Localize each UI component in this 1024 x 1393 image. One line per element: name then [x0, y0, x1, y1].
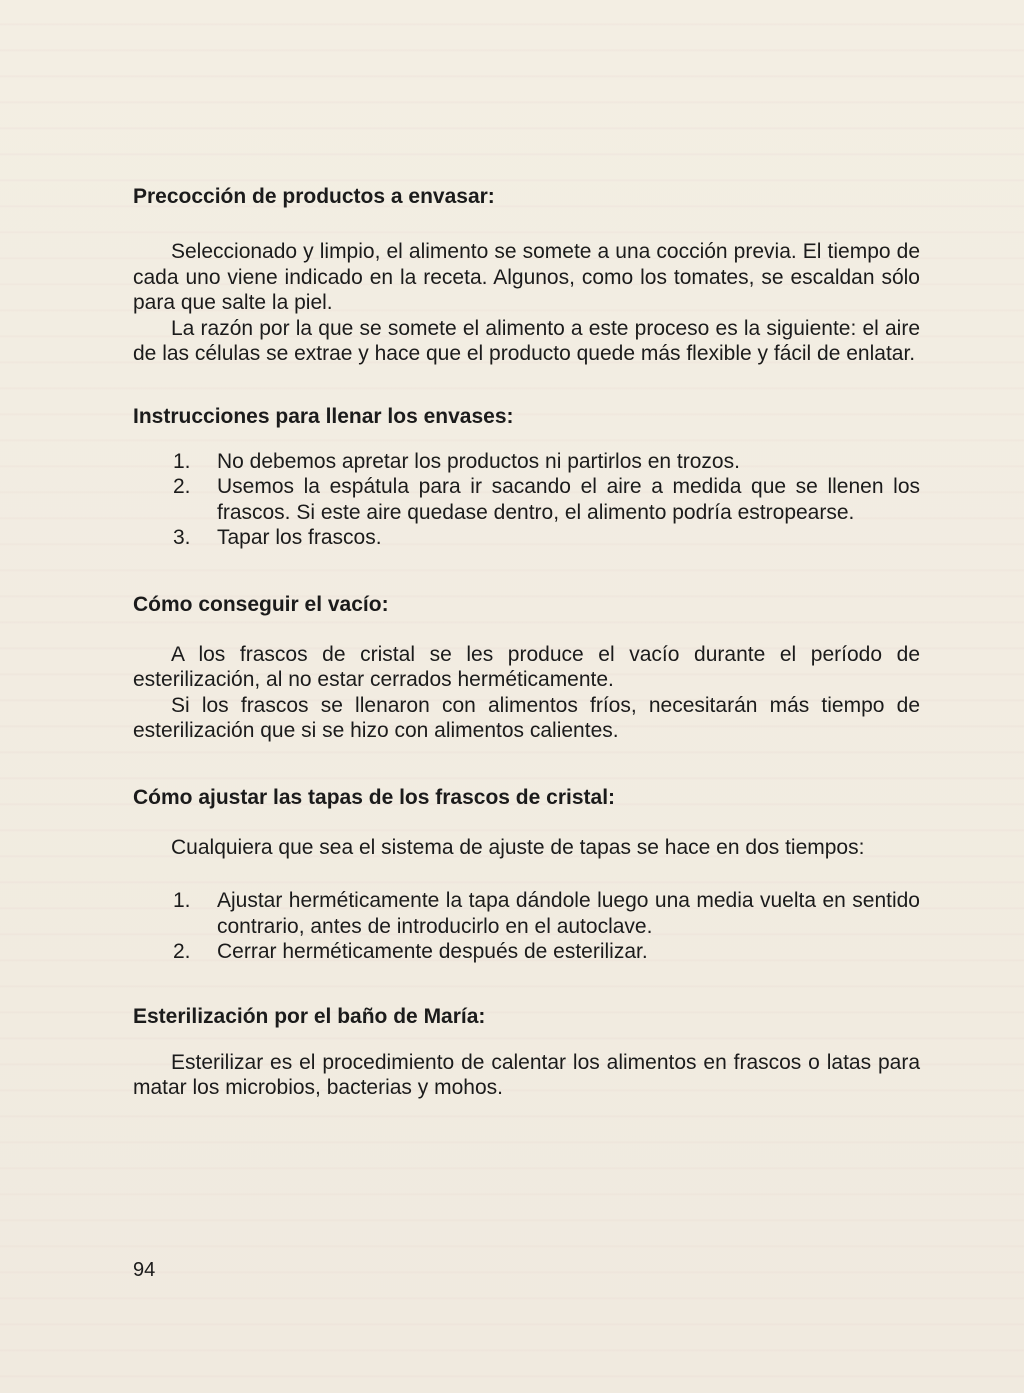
- section-heading: Cómo conseguir el vacío:: [133, 592, 389, 616]
- section-heading: Instrucciones para llenar los envases:: [133, 404, 514, 428]
- list-item: [173, 888, 920, 939]
- paragraph: Si los frascos se llenaron con alimentos fríos, necesitarán más tiempo de esterilización que si se hizo con alimentos calientes.: [133, 693, 920, 742]
- paragraph: Esterilizar es el procedimiento de calentar los alimentos en frascos o latas para matar los microbios, bacterias y mohos.: [133, 1050, 920, 1099]
- paragraph: Cualquiera que sea el sistema de ajuste de tapas se hace en dos tiempos:: [171, 835, 865, 859]
- page-content: [133, 184, 920, 1101]
- page-number: 94: [133, 1259, 156, 1281]
- list-number: 2.: [173, 940, 191, 963]
- section-instrucciones: [133, 404, 920, 551]
- list-item: [173, 525, 920, 551]
- list-item-text: Tapar los frascos.: [217, 526, 382, 549]
- list-number: 1.: [173, 449, 191, 473]
- section-ajustar-tapas: [133, 785, 920, 965]
- list-number: 2.: [173, 475, 191, 498]
- list-item-text: Ajustar herméticamente la tapa dándole luego una media vuelta en sentido contrario, antes de introducirlo en el autoclave.: [217, 889, 920, 938]
- paragraph: La razón por la que se somete el alimento a este proceso es la siguiente: el aire de las células se extrae y hace que el producto quede más flexible y fácil de enlatar.: [133, 316, 920, 365]
- list-number: 3.: [173, 526, 191, 549]
- list-item-text: Usemos la espátula para ir sacando el aire a medida que se llenen los frascos. Si este aire quedase dentro, el alimento podría estropearse.: [217, 475, 920, 524]
- list-item-text: Cerrar herméticamente después de esterilizar.: [217, 940, 648, 963]
- section-heading: Cómo ajustar las tapas de los frascos de cristal:: [133, 785, 616, 809]
- list-item-text: No debemos apretar los productos ni partirlos en trozos.: [217, 449, 740, 473]
- section-heading: Esterilización por el baño de María:: [133, 1004, 486, 1028]
- list-item: [173, 939, 920, 965]
- list-item: [173, 449, 920, 475]
- section-vacio: [133, 592, 920, 744]
- paragraph: Seleccionado y limpio, el alimento se somete a una cocción previa. El tiempo de cada uno viene indicado en la receta. Algunos, como los tomates, se escaldan sólo para que salte la piel.: [133, 240, 920, 314]
- section-esterilizacion: [133, 1004, 920, 1101]
- section-heading: Precocción de productos a envasar:: [133, 185, 495, 208]
- numbered-list: [133, 888, 920, 965]
- section-precoccion: [133, 184, 920, 367]
- numbered-list: [133, 449, 920, 551]
- paragraph: A los frascos de cristal se les produce el vacío durante el período de esterilización, al no estar cerrados herméticamente.: [133, 642, 920, 691]
- list-item: [173, 474, 920, 525]
- list-number: 1.: [173, 889, 191, 912]
